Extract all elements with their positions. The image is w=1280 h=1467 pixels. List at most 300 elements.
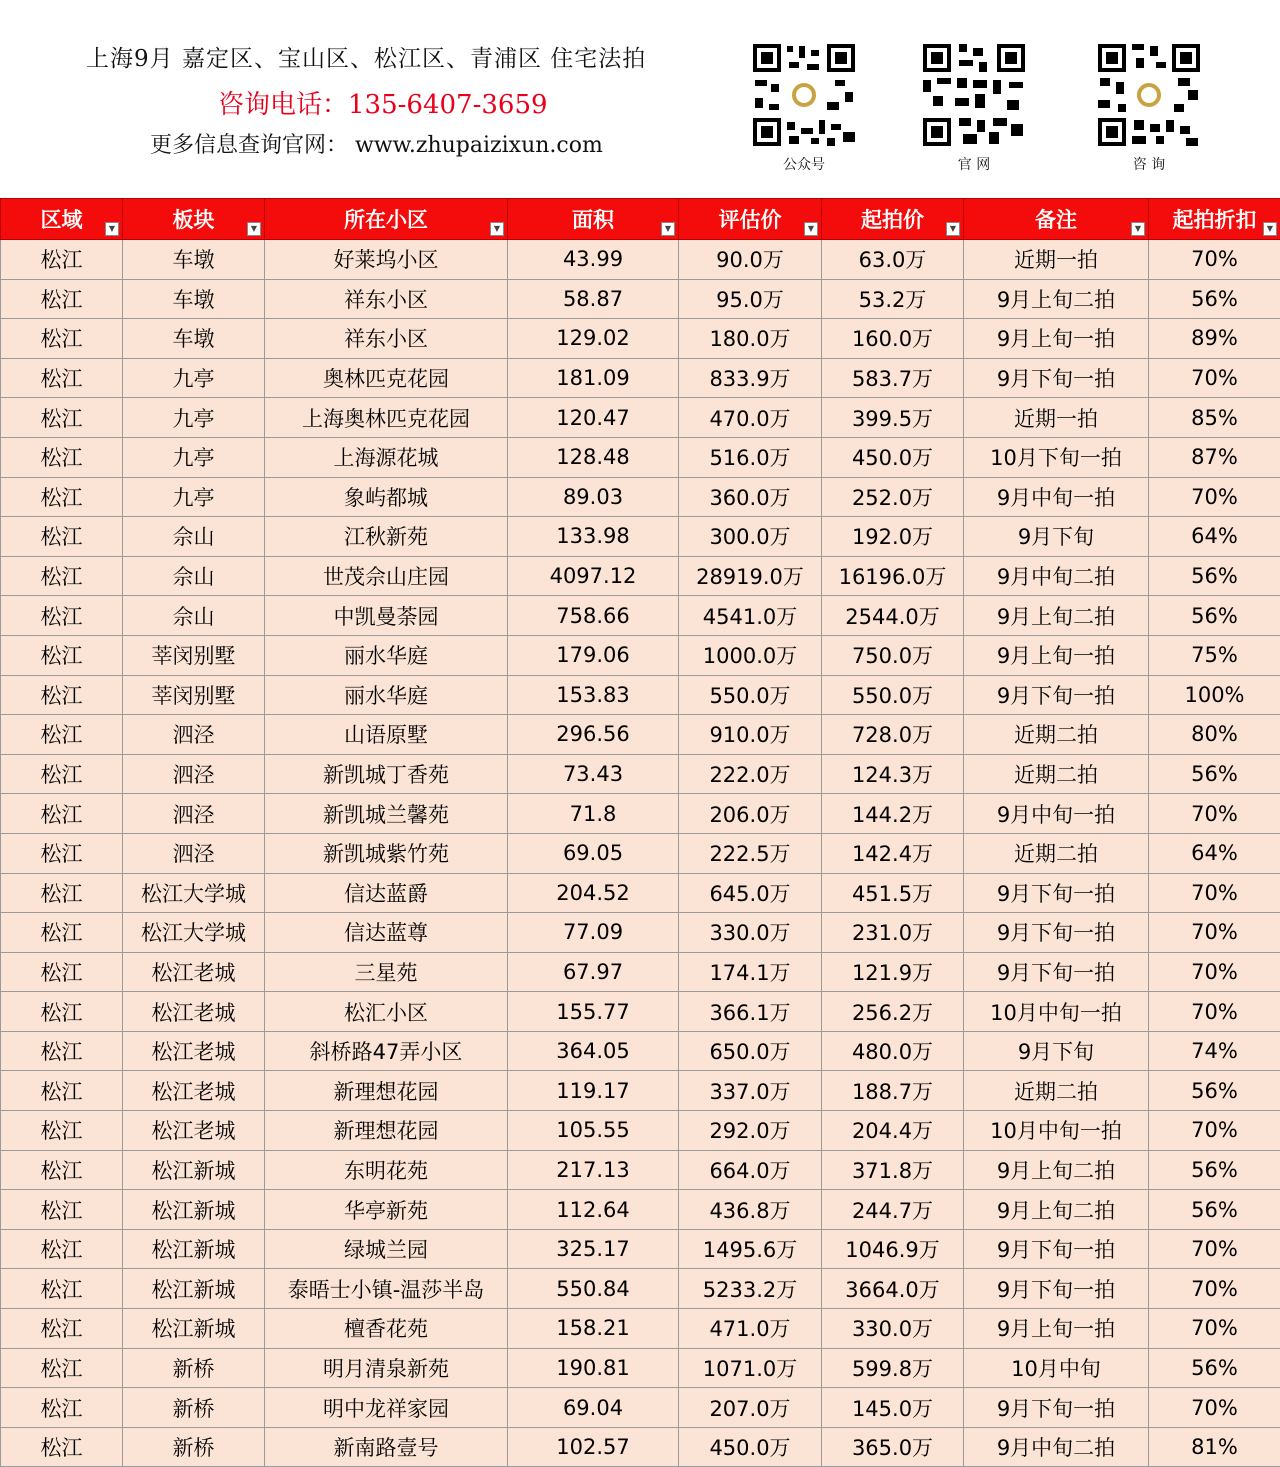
table-cell[interactable]: 58.87 (508, 279, 679, 319)
table-cell[interactable]: 松江 (1, 240, 123, 280)
table-cell[interactable]: 松江老城 (123, 992, 265, 1032)
table-cell[interactable]: 泗泾 (123, 794, 265, 834)
table-cell[interactable]: 56% (1149, 754, 1280, 794)
table-cell[interactable]: 28919.0万 (679, 556, 822, 596)
table-cell[interactable]: 4097.12 (508, 556, 679, 596)
column-header: 评估价 ▼ (679, 199, 822, 240)
table-cell[interactable]: 松江新城 (123, 1150, 265, 1190)
table-cell[interactable]: 144.2万 (822, 794, 964, 834)
table-cell[interactable]: 佘山 (123, 556, 265, 596)
table-cell[interactable]: 70% (1149, 794, 1280, 834)
column-header: 板块 ▼ (123, 199, 265, 240)
table-cell[interactable]: 泗泾 (123, 754, 265, 794)
table-cell[interactable]: 9月上旬一拍 (964, 1309, 1149, 1349)
table-cell[interactable]: 64% (1149, 517, 1280, 557)
filter-dropdown-icon[interactable]: ▼ (105, 222, 119, 236)
table-row (1, 952, 1280, 992)
website-info: 更多信息查询官网： www.zhupaizixun.com (150, 128, 603, 159)
table-cell[interactable]: 10月中旬 (964, 1348, 1149, 1388)
table-cell[interactable]: 89.03 (508, 477, 679, 517)
table-cell[interactable]: 87% (1149, 437, 1280, 477)
table-cell[interactable]: 明月清泉新苑 (265, 1348, 508, 1388)
table-cell[interactable]: 松江 (1, 675, 123, 715)
table-cell[interactable]: 松江 (1, 715, 123, 755)
table-cell[interactable]: 松江新城 (123, 1309, 265, 1349)
table-cell[interactable]: 新理想花园 (265, 1111, 508, 1151)
table-cell[interactable]: 16196.0万 (822, 556, 964, 596)
table-cell[interactable]: 222.5万 (679, 833, 822, 873)
table-cell[interactable]: 450.0万 (679, 1427, 822, 1467)
table-cell[interactable]: 松江 (1, 596, 123, 636)
table-cell[interactable]: 650.0万 (679, 1031, 822, 1071)
table-cell[interactable]: 360.0万 (679, 477, 822, 517)
table-cell[interactable]: 新南路壹号 (265, 1427, 508, 1467)
table-cell[interactable]: 231.0万 (822, 913, 964, 953)
table-cell[interactable]: 207.0万 (679, 1388, 822, 1428)
qr-code-icon (919, 40, 1029, 150)
table-cell[interactable]: 好莱坞小区 (265, 240, 508, 280)
table-cell[interactable]: 516.0万 (679, 437, 822, 477)
table-cell[interactable]: 9月下旬一拍 (964, 1229, 1149, 1269)
table-cell[interactable]: 90.0万 (679, 240, 822, 280)
table-cell[interactable]: 近期二拍 (964, 715, 1149, 755)
table-cell[interactable]: 松江新城 (123, 1229, 265, 1269)
table-cell[interactable]: 新凯城紫竹苑 (265, 833, 508, 873)
table-cell[interactable]: 松江 (1, 1309, 123, 1349)
table-cell[interactable]: 330.0万 (822, 1309, 964, 1349)
table-cell[interactable]: 77.09 (508, 913, 679, 953)
table-cell[interactable]: 69.05 (508, 833, 679, 873)
table-cell[interactable]: 366.1万 (679, 992, 822, 1032)
table-cell[interactable]: 松江 (1, 952, 123, 992)
table-cell[interactable]: 松江 (1, 319, 123, 359)
table-cell[interactable]: 758.66 (508, 596, 679, 636)
table-row (1, 833, 1280, 873)
table-cell[interactable]: 9月上旬二拍 (964, 1150, 1149, 1190)
table-cell[interactable]: 910.0万 (679, 715, 822, 755)
table-cell[interactable]: 371.8万 (822, 1150, 964, 1190)
table-cell[interactable]: 10月中旬一拍 (964, 1111, 1149, 1151)
table-row (1, 1150, 1280, 1190)
table-header-row (1, 199, 1280, 240)
table-cell[interactable]: 222.0万 (679, 754, 822, 794)
column-header: 面积 ▼ (508, 199, 679, 240)
table-cell[interactable]: 松江 (1, 1269, 123, 1309)
table-cell[interactable]: 645.0万 (679, 873, 822, 913)
table-cell[interactable]: 70% (1149, 477, 1280, 517)
table-cell[interactable]: 新理想花园 (265, 1071, 508, 1111)
table-row (1, 675, 1280, 715)
table-cell[interactable]: 松江老城 (123, 1071, 265, 1111)
table-cell[interactable]: 56% (1149, 1348, 1280, 1388)
table-cell[interactable]: 10月下旬一拍 (964, 437, 1149, 477)
table-cell[interactable]: 64% (1149, 833, 1280, 873)
table-cell[interactable]: 102.57 (508, 1427, 679, 1467)
table-cell[interactable]: 5233.2万 (679, 1269, 822, 1309)
table-cell[interactable]: 70% (1149, 992, 1280, 1032)
table-cell[interactable]: 179.06 (508, 635, 679, 675)
table-row (1, 1229, 1280, 1269)
table-cell[interactable]: 9月上旬一拍 (964, 635, 1149, 675)
table-cell[interactable]: 九亭 (123, 358, 265, 398)
table-cell[interactable]: 松江 (1, 1190, 123, 1230)
table-cell[interactable]: 399.5万 (822, 398, 964, 438)
table-cell[interactable]: 松江 (1, 358, 123, 398)
table-cell[interactable]: 129.02 (508, 319, 679, 359)
table-cell[interactable]: 近期二拍 (964, 754, 1149, 794)
table-cell[interactable]: 3664.0万 (822, 1269, 964, 1309)
table-cell[interactable]: 204.4万 (822, 1111, 964, 1151)
table-cell[interactable]: 车墩 (123, 319, 265, 359)
table-cell[interactable]: 松江老城 (123, 1111, 265, 1151)
table-cell[interactable]: 绿城兰园 (265, 1229, 508, 1269)
table-cell[interactable]: 365.0万 (822, 1427, 964, 1467)
table-cell[interactable]: 9月下旬 (964, 517, 1149, 557)
table-cell[interactable]: 70% (1149, 240, 1280, 280)
table-cell[interactable]: 上海奥林匹克花园 (265, 398, 508, 438)
table-cell[interactable]: 75% (1149, 635, 1280, 675)
table-cell[interactable]: 9月上旬二拍 (964, 1190, 1149, 1230)
column-header: 起拍价 ▼ (822, 199, 964, 240)
table-cell[interactable]: 364.05 (508, 1031, 679, 1071)
table-cell[interactable]: 松江 (1, 1427, 123, 1467)
table-cell[interactable]: 206.0万 (679, 794, 822, 834)
table-cell[interactable]: 松江 (1, 1229, 123, 1269)
table-cell[interactable]: 599.8万 (822, 1348, 964, 1388)
table-cell[interactable]: 新凯城兰馨苑 (265, 794, 508, 834)
table-cell[interactable]: 451.5万 (822, 873, 964, 913)
table-cell[interactable]: 124.3万 (822, 754, 964, 794)
table-cell[interactable]: 217.13 (508, 1150, 679, 1190)
table-cell[interactable]: 95.0万 (679, 279, 822, 319)
qr-wechat (744, 40, 864, 174)
table-cell[interactable]: 9月下旬一拍 (964, 952, 1149, 992)
table-cell[interactable]: 三星苑 (265, 952, 508, 992)
table-cell[interactable]: 9月中旬二拍 (964, 556, 1149, 596)
table-cell[interactable]: 192.0万 (822, 517, 964, 557)
table-cell[interactable]: 9月上旬二拍 (964, 279, 1149, 319)
table-cell[interactable]: 明中龙祥家园 (265, 1388, 508, 1428)
table-cell[interactable]: 583.7万 (822, 358, 964, 398)
table-cell[interactable]: 56% (1149, 556, 1280, 596)
table-cell[interactable]: 133.98 (508, 517, 679, 557)
table-cell[interactable]: 松江 (1, 913, 123, 953)
table-cell[interactable]: 1071.0万 (679, 1348, 822, 1388)
table-cell[interactable]: 70% (1149, 358, 1280, 398)
table-cell[interactable]: 松江 (1, 517, 123, 557)
table-cell[interactable]: 56% (1149, 1150, 1280, 1190)
table-cell[interactable]: 松江大学城 (123, 913, 265, 953)
table-cell[interactable]: 信达蓝尊 (265, 913, 508, 953)
table-cell[interactable]: 松江新城 (123, 1269, 265, 1309)
table-cell[interactable]: 松江 (1, 794, 123, 834)
table-cell[interactable]: 车墩 (123, 279, 265, 319)
table-cell[interactable]: 新凯城丁香苑 (265, 754, 508, 794)
table-row (1, 358, 1280, 398)
table-cell[interactable]: 9月下旬一拍 (964, 873, 1149, 913)
table-cell[interactable]: 松江 (1, 635, 123, 675)
table-cell[interactable]: 252.0万 (822, 477, 964, 517)
table-cell[interactable]: 750.0万 (822, 635, 964, 675)
table-cell[interactable]: 56% (1149, 1071, 1280, 1111)
table-cell[interactable]: 70% (1149, 1111, 1280, 1151)
qr-consult (1089, 40, 1209, 174)
table-row (1, 1190, 1280, 1230)
table-cell[interactable]: 67.97 (508, 952, 679, 992)
table-cell[interactable]: 480.0万 (822, 1031, 964, 1071)
table-cell[interactable]: 佘山 (123, 517, 265, 557)
table-cell[interactable]: 丽水华庭 (265, 635, 508, 675)
qr-website (914, 40, 1034, 174)
table-cell[interactable]: 松江 (1, 1111, 123, 1151)
table-row (1, 635, 1280, 675)
table-cell[interactable]: 70% (1149, 1229, 1280, 1269)
table-cell[interactable]: 1000.0万 (679, 635, 822, 675)
table-cell[interactable]: 松江 (1, 873, 123, 913)
table-cell[interactable]: 九亭 (123, 398, 265, 438)
table-cell[interactable]: 53.2万 (822, 279, 964, 319)
table-row (1, 913, 1280, 953)
table-cell[interactable]: 158.21 (508, 1309, 679, 1349)
page-header (0, 0, 1280, 198)
table-cell[interactable]: 81% (1149, 1427, 1280, 1467)
table-cell[interactable]: 檀香花苑 (265, 1309, 508, 1349)
table-cell[interactable]: 70% (1149, 873, 1280, 913)
table-cell[interactable]: 80% (1149, 715, 1280, 755)
table-cell[interactable]: 153.83 (508, 675, 679, 715)
table-cell[interactable]: 550.0万 (679, 675, 822, 715)
table-cell[interactable]: 56% (1149, 1190, 1280, 1230)
table-cell[interactable]: 74% (1149, 1031, 1280, 1071)
table-row (1, 556, 1280, 596)
table-cell[interactable]: 9月上旬一拍 (964, 319, 1149, 359)
table-cell[interactable]: 2544.0万 (822, 596, 964, 636)
qr-code-icon (749, 40, 859, 150)
table-cell[interactable]: 450.0万 (822, 437, 964, 477)
table-cell[interactable]: 泗泾 (123, 833, 265, 873)
consult-phone: 咨询电话：135-6407-3659 (218, 84, 548, 121)
table-row (1, 517, 1280, 557)
table-cell[interactable]: 9月下旬 (964, 1031, 1149, 1071)
table-cell[interactable]: 244.7万 (822, 1190, 964, 1230)
qr-label: 官 网 (914, 154, 1034, 174)
filter-dropdown-icon[interactable]: ▼ (1263, 222, 1277, 236)
table-cell[interactable]: 89% (1149, 319, 1280, 359)
table-cell[interactable]: 292.0万 (679, 1111, 822, 1151)
table-row (1, 279, 1280, 319)
table-cell[interactable]: 松汇小区 (265, 992, 508, 1032)
table-cell[interactable]: 松江 (1, 1150, 123, 1190)
table-cell[interactable]: 近期一拍 (964, 240, 1149, 280)
table-row (1, 240, 1280, 280)
table-cell[interactable]: 松江 (1, 279, 123, 319)
table-cell[interactable]: 松江 (1, 556, 123, 596)
table-cell[interactable]: 10月中旬一拍 (964, 992, 1149, 1032)
table-cell[interactable]: 中凯曼荼园 (265, 596, 508, 636)
table-cell[interactable]: 70% (1149, 913, 1280, 953)
table-cell[interactable]: 43.99 (508, 240, 679, 280)
table-body (1, 240, 1280, 1467)
table-cell[interactable]: 470.0万 (679, 398, 822, 438)
table-cell[interactable]: 128.48 (508, 437, 679, 477)
page-title: 上海9月 嘉定区、宝山区、松江区、青浦区 住宅法拍 (86, 40, 646, 73)
table-cell[interactable]: 新桥 (123, 1427, 265, 1467)
table-cell[interactable]: 1495.6万 (679, 1229, 822, 1269)
table-cell[interactable]: 180.0万 (679, 319, 822, 359)
table-cell[interactable]: 松江 (1, 1071, 123, 1111)
table-cell[interactable]: 142.4万 (822, 833, 964, 873)
table-cell[interactable]: 471.0万 (679, 1309, 822, 1349)
table-cell[interactable]: 松江新城 (123, 1190, 265, 1230)
filter-dropdown-icon[interactable]: ▼ (490, 222, 504, 236)
table-cell[interactable]: 世茂佘山庄园 (265, 556, 508, 596)
table-cell[interactable]: 九亭 (123, 437, 265, 477)
table-row (1, 1031, 1280, 1071)
filter-dropdown-icon[interactable]: ▼ (804, 222, 818, 236)
column-header: 起拍折扣 ▼ (1149, 199, 1280, 240)
table-row (1, 1071, 1280, 1111)
table-cell[interactable]: 9月下旬一拍 (964, 1269, 1149, 1309)
table-cell[interactable]: 728.0万 (822, 715, 964, 755)
table-cell[interactable]: 325.17 (508, 1229, 679, 1269)
filter-dropdown-icon[interactable]: ▼ (946, 222, 960, 236)
table-cell[interactable]: 泗泾 (123, 715, 265, 755)
table-cell[interactable]: 120.47 (508, 398, 679, 438)
table-cell[interactable]: 550.0万 (822, 675, 964, 715)
table-cell[interactable]: 337.0万 (679, 1071, 822, 1111)
qr-label: 咨 询 (1089, 154, 1209, 174)
table-cell[interactable]: 119.17 (508, 1071, 679, 1111)
table-row (1, 1111, 1280, 1151)
table-cell[interactable]: 祥东小区 (265, 319, 508, 359)
table-cell[interactable]: 70% (1149, 1388, 1280, 1428)
table-cell[interactable]: 296.56 (508, 715, 679, 755)
table-row (1, 1427, 1280, 1467)
table-cell[interactable]: 莘闵别墅 (123, 675, 265, 715)
table-cell[interactable]: 145.0万 (822, 1388, 964, 1428)
table-cell[interactable]: 204.52 (508, 873, 679, 913)
table-row (1, 873, 1280, 913)
table-cell[interactable]: 新桥 (123, 1348, 265, 1388)
table-cell[interactable]: 56% (1149, 279, 1280, 319)
table-row (1, 1348, 1280, 1388)
table-cell[interactable]: 833.9万 (679, 358, 822, 398)
table-cell[interactable]: 9月下旬一拍 (964, 358, 1149, 398)
table-cell[interactable]: 奥林匹克花园 (265, 358, 508, 398)
table-cell[interactable]: 松江大学城 (123, 873, 265, 913)
table-cell[interactable]: 73.43 (508, 754, 679, 794)
table-cell[interactable]: 174.1万 (679, 952, 822, 992)
table-cell[interactable]: 松江 (1, 992, 123, 1032)
table-cell[interactable]: 63.0万 (822, 240, 964, 280)
table-cell[interactable]: 东明花苑 (265, 1150, 508, 1190)
table-cell[interactable]: 九亭 (123, 477, 265, 517)
table-cell[interactable]: 85% (1149, 398, 1280, 438)
table-row (1, 715, 1280, 755)
table-cell[interactable]: 象屿都城 (265, 477, 508, 517)
table-row (1, 477, 1280, 517)
table-cell[interactable]: 160.0万 (822, 319, 964, 359)
table-cell[interactable]: 181.09 (508, 358, 679, 398)
table-cell[interactable]: 松江 (1, 477, 123, 517)
table-cell[interactable]: 71.8 (508, 794, 679, 834)
table-cell[interactable]: 664.0万 (679, 1150, 822, 1190)
table-cell[interactable]: 松江 (1, 754, 123, 794)
table-cell[interactable]: 近期二拍 (964, 833, 1149, 873)
table-cell[interactable]: 华亭新苑 (265, 1190, 508, 1230)
table-cell[interactable]: 70% (1149, 1269, 1280, 1309)
table-cell[interactable]: 100% (1149, 675, 1280, 715)
table-row (1, 1388, 1280, 1428)
table-cell[interactable]: 9月中旬一拍 (964, 794, 1149, 834)
table-cell[interactable]: 莘闵别墅 (123, 635, 265, 675)
table-cell[interactable]: 4541.0万 (679, 596, 822, 636)
table-cell[interactable]: 105.55 (508, 1111, 679, 1151)
table-cell[interactable]: 松江 (1, 1348, 123, 1388)
table-cell[interactable]: 松江 (1, 437, 123, 477)
table-row (1, 1309, 1280, 1349)
table-cell[interactable]: 祥东小区 (265, 279, 508, 319)
table-cell[interactable]: 70% (1149, 1309, 1280, 1349)
table-cell[interactable]: 松江 (1, 398, 123, 438)
table-cell[interactable]: 256.2万 (822, 992, 964, 1032)
table-cell[interactable]: 56% (1149, 596, 1280, 636)
table-row (1, 794, 1280, 834)
qr-code-icon (1094, 40, 1204, 150)
table-cell[interactable]: 9月上旬二拍 (964, 596, 1149, 636)
table-cell[interactable]: 121.9万 (822, 952, 964, 992)
table-cell[interactable]: 松江老城 (123, 1031, 265, 1071)
table-cell[interactable]: 信达蓝爵 (265, 873, 508, 913)
table-cell[interactable]: 550.84 (508, 1269, 679, 1309)
table-cell[interactable]: 山语原墅 (265, 715, 508, 755)
table-cell[interactable]: 9月中旬二拍 (964, 1427, 1149, 1467)
table-cell[interactable]: 436.8万 (679, 1190, 822, 1230)
filter-dropdown-icon[interactable]: ▼ (661, 222, 675, 236)
table-cell[interactable]: 330.0万 (679, 913, 822, 953)
table-cell[interactable]: 112.64 (508, 1190, 679, 1230)
table-cell[interactable]: 1046.9万 (822, 1229, 964, 1269)
table-cell[interactable]: 9月中旬一拍 (964, 477, 1149, 517)
table-cell[interactable]: 300.0万 (679, 517, 822, 557)
table-cell[interactable]: 155.77 (508, 992, 679, 1032)
table-cell[interactable]: 松江 (1, 1388, 123, 1428)
table-cell[interactable]: 9月下旬一拍 (964, 1388, 1149, 1428)
table-cell[interactable]: 新桥 (123, 1388, 265, 1428)
table-row (1, 596, 1280, 636)
table-cell[interactable]: 上海源花城 (265, 437, 508, 477)
table-cell[interactable]: 江秋新苑 (265, 517, 508, 557)
table-cell[interactable]: 丽水华庭 (265, 675, 508, 715)
table-cell[interactable]: 9月下旬一拍 (964, 675, 1149, 715)
filter-dropdown-icon[interactable]: ▼ (247, 222, 261, 236)
table-cell[interactable]: 松江 (1, 1031, 123, 1071)
table-cell[interactable]: 松江老城 (123, 952, 265, 992)
table-cell[interactable]: 泰晤士小镇-温莎半岛 (265, 1269, 508, 1309)
table-cell[interactable]: 190.81 (508, 1348, 679, 1388)
table-cell[interactable]: 69.04 (508, 1388, 679, 1428)
table-cell[interactable]: 9月下旬一拍 (964, 913, 1149, 953)
table-cell[interactable]: 近期一拍 (964, 398, 1149, 438)
table-cell[interactable]: 近期二拍 (964, 1071, 1149, 1111)
table-cell[interactable]: 车墩 (123, 240, 265, 280)
table-cell[interactable]: 188.7万 (822, 1071, 964, 1111)
table-cell[interactable]: 松江 (1, 833, 123, 873)
table-cell[interactable]: 斜桥路47弄小区 (265, 1031, 508, 1071)
table-cell[interactable]: 佘山 (123, 596, 265, 636)
filter-dropdown-icon[interactable]: ▼ (1131, 222, 1145, 236)
table-cell[interactable]: 70% (1149, 952, 1280, 992)
